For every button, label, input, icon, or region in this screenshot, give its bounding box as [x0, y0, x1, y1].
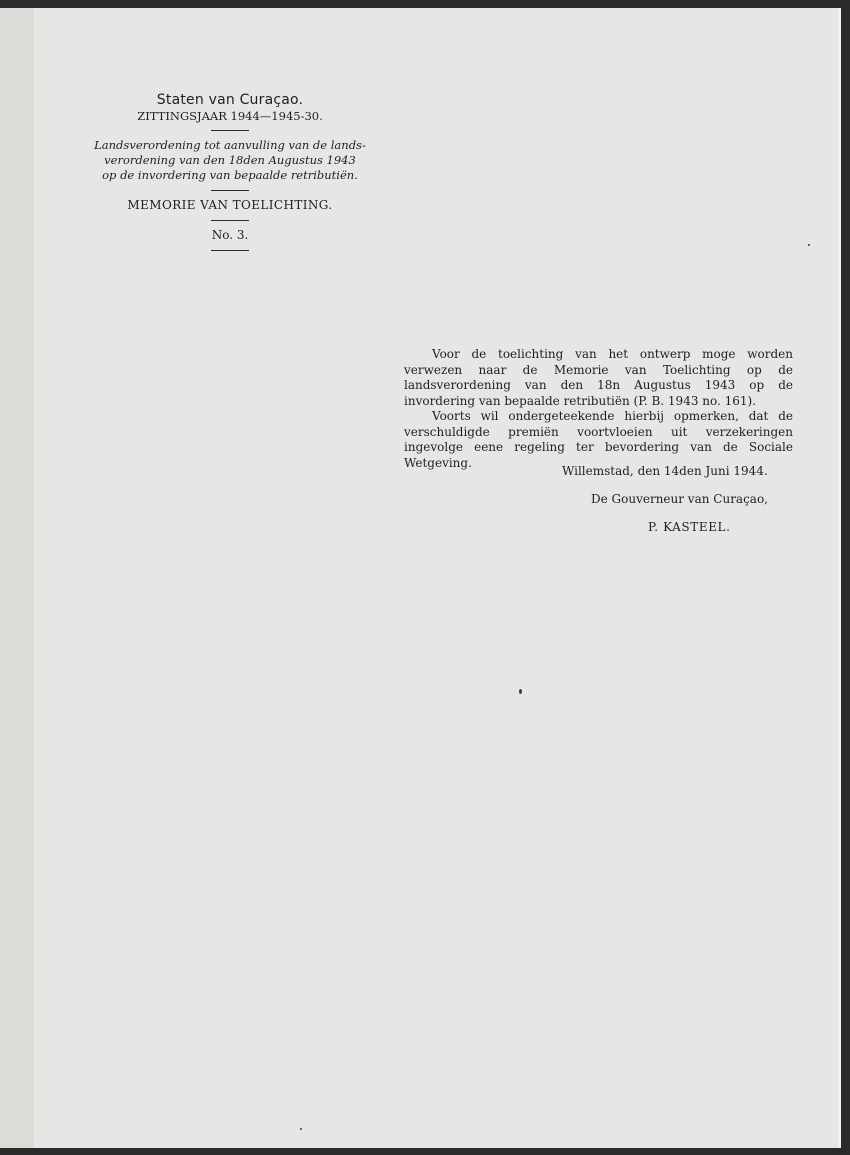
subject-line: verordening van den 18den Augustus 1943 [104, 153, 356, 167]
paper-speck [808, 244, 810, 246]
divider-rule [211, 250, 249, 251]
signature-place-date: Willemstad, den 14den Juni 1944. [562, 464, 768, 478]
document-number: No. 3. [211, 228, 249, 242]
paper-speck [300, 1128, 302, 1130]
subject-line: Landsverordening tot aanvulling van de lands- [94, 138, 366, 152]
body-paragraph: Voorts wil ondergeteekende hierbij opmerken, dat de verschuldigde premiën voortvloeien uit verzekeringen ingevolge eene regeling ter bevordering van de Sociale Wetgeving. [404, 409, 793, 470]
body-paragraph: Voor de toelichting van het ontwerp moge worden verwezen naar de Memorie van Toelichting op de landsverordening van den 18n Augustus 1943 op de invordering van bepaalde retributiën (P. B. 1943 no. 161). [404, 347, 793, 408]
page-left-margin [0, 8, 34, 1148]
divider-rule [211, 190, 249, 191]
document-page [0, 8, 841, 1148]
paper-speck [519, 689, 522, 694]
document-title: MEMORIE VAN TOELICHTING. [127, 198, 333, 212]
document-header [86, 92, 374, 258]
subject-line: op de invordering van bepaalde retributiën. [102, 168, 358, 182]
signature-role: De Gouverneur van Curaçao, [591, 492, 768, 506]
subject-title [86, 138, 374, 183]
session-year: ZITTINGSJAAR 1944—1945-30. [137, 109, 323, 123]
memorandum-body [404, 347, 793, 471]
divider-rule [211, 220, 249, 221]
divider-rule [211, 130, 249, 131]
signature-name: P. KASTEEL. [648, 520, 731, 534]
page-right-edge [838, 8, 841, 1148]
organization-name: Staten van Curaçao. [156, 92, 304, 108]
